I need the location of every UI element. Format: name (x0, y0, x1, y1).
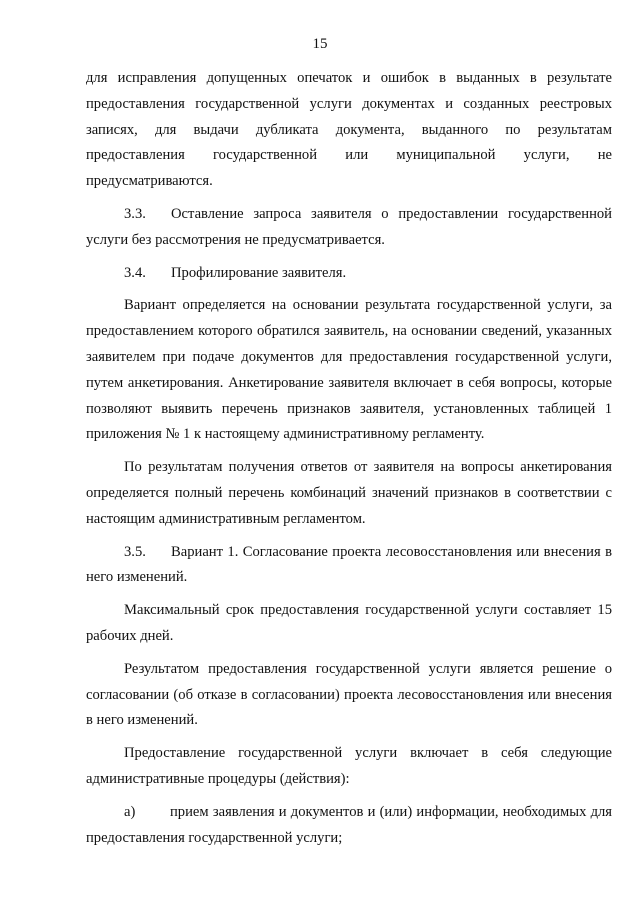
page-number: 15 (312, 36, 328, 52)
paragraph-text: Оставление запроса заявителя о предоставлении государственной услуги без рассмотрения не предусматривается. (86, 205, 612, 248)
section-number: 3.5. (124, 543, 146, 560)
paragraph: Вариант определяется на основании результата государственной услуги, за предоставлением которого обратился заявитель, на основании сведений, указанных заявителем при подаче документов для предоставления государственной услуги, путем анкетирования. Анкетирование заявителя включает в себя вопросы, которые позволяют выявить перечень признаков заявителя, установленных таблицей 1 приложения № 1 к настоящему административному регламенту. (86, 297, 612, 443)
paragraph: Максимальный срок предоставления государственной услуги составляет 15 рабочих дней. (86, 602, 612, 644)
paragraph-3-4 (86, 261, 612, 287)
list-item-a (86, 800, 612, 852)
paragraph-text: Профилирование заявителя. (171, 264, 347, 281)
paragraph-3-5 (86, 540, 612, 592)
paragraph: Предоставление государственной услуги включает в себя следующие административные процедуры (действия): (86, 745, 612, 787)
paragraph: для исправления допущенных опечаток и ошибок в выданных в результате предоставления государственной услуги документах и созданных реестровых записях, для выдачи дубликата документа, выданного по результатам предоставления государственной или муниципальной услуги, не предусматриваются. (86, 70, 612, 190)
section-number: 3.4. (124, 264, 146, 281)
paragraph-text: Вариант 1. Согласование проекта лесовосстановления или внесения в него изменений. (86, 543, 612, 586)
paragraph: По результатам получения ответов от заявителя на вопросы анкетирования определяется полный перечень комбинаций значений признаков в соответствии с настоящим административным регламентом. (86, 459, 612, 527)
paragraph-3-3 (86, 202, 612, 254)
document-body (86, 66, 612, 851)
paragraph-text: прием заявления и документов и (или) информации, необходимых для предоставления государственной услуги; (86, 803, 612, 846)
paragraph: Результатом предоставления государственной услуги является решение о согласовании (об отказе в согласовании) проекта лесовосстановления или внесения в него изменений. (86, 660, 612, 729)
list-marker: а) (124, 803, 136, 820)
section-number: 3.3. (124, 205, 146, 222)
